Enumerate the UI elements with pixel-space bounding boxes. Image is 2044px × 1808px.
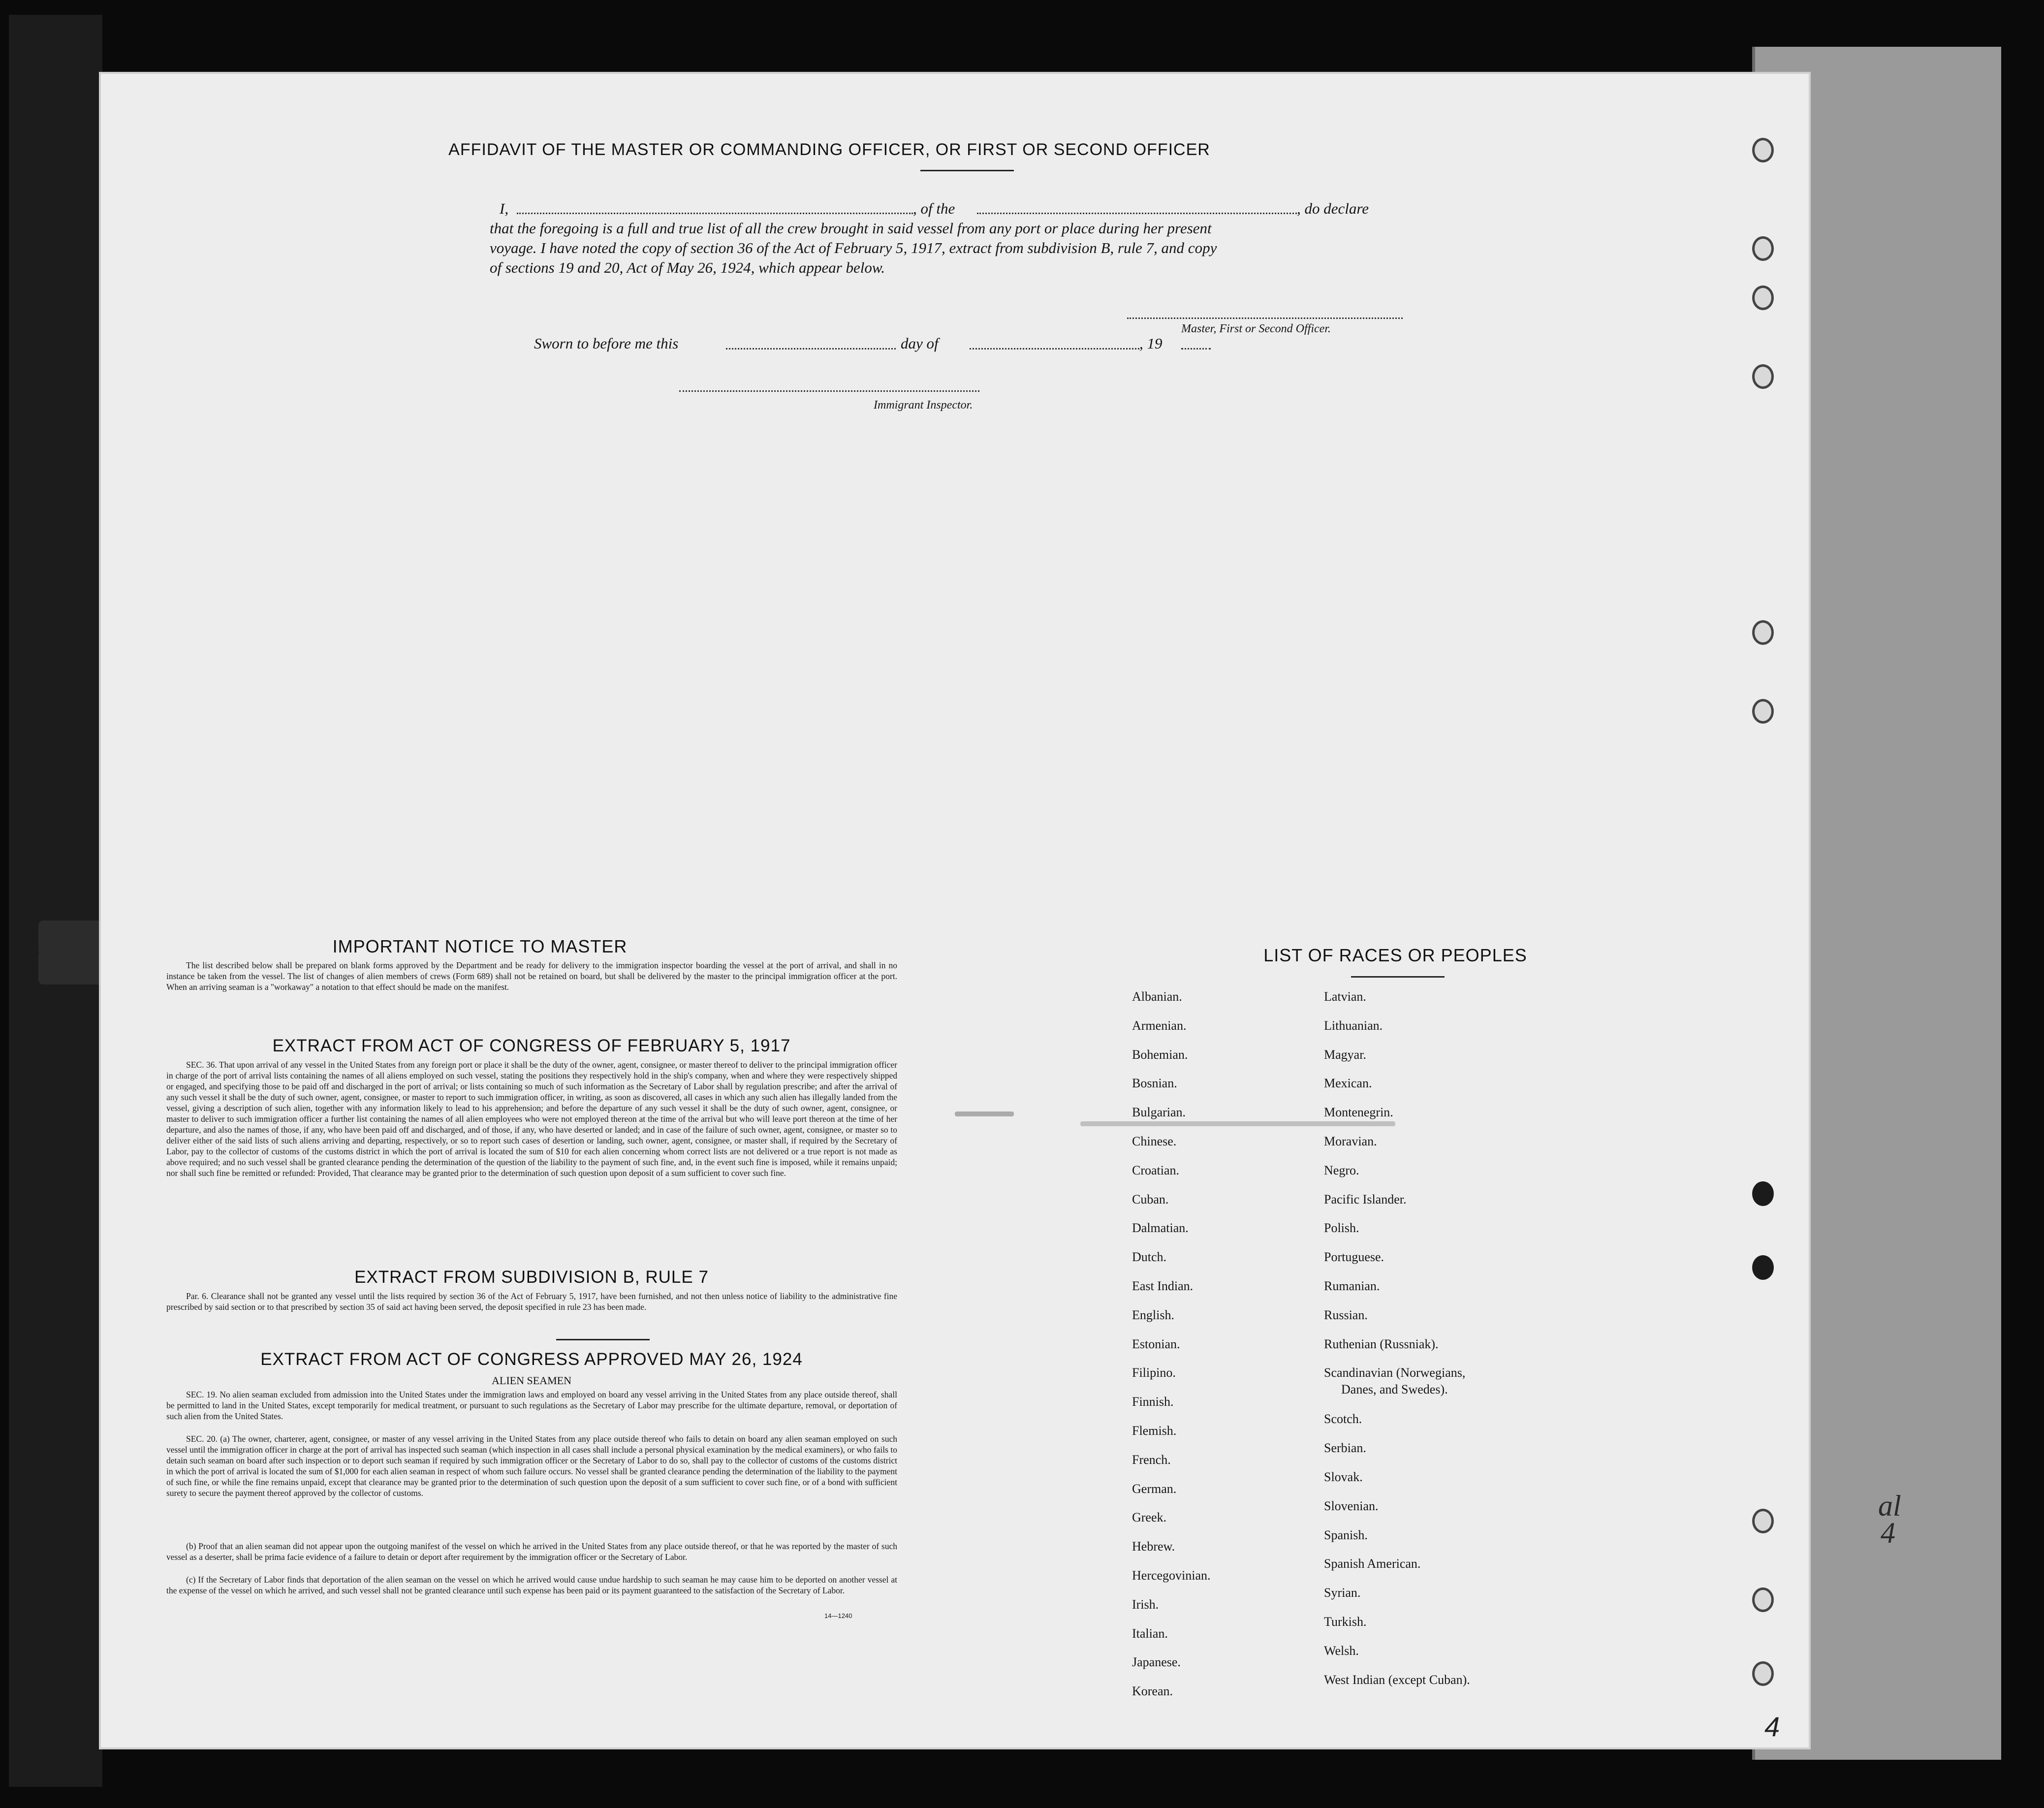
affidavit-line-4: of sections 19 and 20, Act of May 26, 1924, which appear below. — [490, 259, 885, 276]
sec-20b-text: (b) Proof that an alien seaman did not appear upon the outgoing manifest of the vessel on which he arrived in the United States from any place outside thereof, or that he was reported by the master of such vessel as a deserter, shall be prima facie evidence of a failure to detain or deport after requirement by the immigration officer or the Secretary of Labor. — [166, 1541, 897, 1562]
race-item: Russian. — [1324, 1307, 1368, 1322]
race-item: Latvian. — [1324, 989, 1366, 1004]
race-item: Polish. — [1324, 1221, 1359, 1236]
race-item: German. — [1132, 1481, 1177, 1496]
margin-handwriting: al — [1878, 1490, 1901, 1522]
affidavit-line-1 — [500, 200, 508, 218]
affidavit-declare: , do declare — [1297, 200, 1369, 217]
document-page — [101, 74, 1809, 1747]
race-item: Scandinavian (Norwegians, — [1324, 1365, 1466, 1380]
affidavit-line-3: voyage. I have noted the copy of section 36 of the Act of February 5, 1917, extract from subdivision B, rule 7, and copy — [490, 239, 1217, 256]
punch-hole — [1752, 285, 1774, 310]
race-item: Filipino. — [1132, 1365, 1176, 1380]
notice-text: The list described below shall be prepared on blank forms approved by the Department and be ready for delivery to the immigration inspector boarding the vessel at the port of arrival, and shall in no instance be taken from the vessel. The list of changes of alien members of crews (Form 689) shall not be retained on board, but shall be delivered by the master to the principal immigration officer at the port. When an arriving seaman is a "workaway" a notation to that effect should be made on the manifest. — [166, 960, 897, 992]
race-item: Slovak. — [1324, 1469, 1363, 1484]
race-item: Greek. — [1132, 1510, 1167, 1525]
race-item: Irish. — [1132, 1597, 1159, 1612]
race-item: Japanese. — [1132, 1655, 1181, 1670]
race-item: French. — [1132, 1452, 1171, 1467]
races-title-rule — [1351, 976, 1445, 978]
title-rule — [920, 170, 1014, 171]
race-item: Armenian. — [1132, 1018, 1187, 1033]
sworn-prefix: Sworn to before me this — [534, 335, 679, 352]
sec-19-text: SEC. 19. No alien seaman excluded from admission into the United States under the immigration laws and employed on board any vessel arriving in the United States from any place outside thereof, shall be permitted to land in the United States, except temporarily for medical treatment, or pursuant to such regulations as the Secretary of Labor may prescribe for the ultimate departure, removal, or deportation of such alien from the United States. — [166, 1390, 897, 1421]
signature-label: Master, First or Second Officer. — [1181, 322, 1331, 335]
race-item: Bohemian. — [1132, 1047, 1188, 1062]
race-item: Welsh. — [1324, 1643, 1359, 1658]
race-item: Montenegrin. — [1324, 1105, 1393, 1120]
extract-1917-title: EXTRACT FROM ACT OF CONGRESS OF FEBRUARY 5, 1917 — [272, 1036, 791, 1055]
punch-hole — [1752, 1181, 1774, 1206]
sworn-year: , 19 — [1139, 335, 1163, 352]
punch-hole — [1752, 1255, 1774, 1280]
race-item: Scotch. — [1324, 1412, 1362, 1427]
race-item: East Indian. — [1132, 1278, 1194, 1293]
extract-rule7-title: EXTRACT FROM SUBDIVISION B, RULE 7 — [354, 1268, 709, 1287]
race-item: Flemish. — [1132, 1423, 1177, 1438]
race-item: Spanish. — [1324, 1527, 1368, 1542]
binder-tab — [38, 950, 107, 984]
race-item: Negro. — [1324, 1163, 1359, 1177]
extract-1917-text: SEC. 36. That upon arrival of any vessel in the United States from any foreign port or place it shall be the duty of the owner, agent, consignee, or master thereof to deliver to the principal immigration officer in charge of the port of arrival lists containing the names of all aliens employed on such vessel, stating the positions they respectively hold in the ship's company, when and where they were respectively shipped or engaged, and specifying those to be paid off and discharged in the port of arrival; or lists containing so much of such information as the Secretary of Labor shall by regulation prescribe; and after the arrival of any such vessel it shall be the duty of such owner, agent, consignee, or master to report to such immigration officer, in writing, as soon as discovered, all cases in which any such alien has illegally landed from the vessel, giving a description of such alien, together with any information likely to lead to his apprehension; and before the departure of any such vessel it shall be the duty of such owner, agent, consignee, or master to deliver to such immigration officer a further list containing the names of all alien employees who were not employed thereon at the time of the arrival but who will leave port thereon at the time of her departure, and also the names of those, if any, who have been paid off and discharged, and of those, if any, who have deserted or landed; and in case of the failure of such owner, agent, consignee, or master so to deliver either of the said lists of such aliens arriving and departing, respectively, or so to report such cases of desertion or landing, such owner, agent, consignee, or master shall, if required by the Secretary of Labor, pay to the collector of customs of the customs district in which the port of arrival is located the sum of $10 for each alien concerning whom correct lists are not delivered or a true report is not made as above required; and no such vessel shall be granted clearance pending the determination of the question of the liability to the payment of such fine, and, in the event such fine is imposed, while it remains unpaid; nor shall such fine be remitted or refunded: Provided, That clearance may be granted prior to the determination of such question upon deposit of a sum sufficient to cover such fine. — [166, 1060, 897, 1178]
race-item: Portuguese. — [1324, 1250, 1384, 1265]
race-item: Dutch. — [1132, 1250, 1167, 1265]
race-item: Estonian. — [1132, 1336, 1180, 1351]
race-item: Albanian. — [1132, 989, 1182, 1004]
master-name-field[interactable] — [517, 213, 913, 214]
sworn-day-of: day of — [901, 335, 939, 352]
races-right-column — [1324, 989, 1470, 1701]
race-item: Spanish American. — [1324, 1556, 1421, 1571]
race-item: Ruthenian (Russniak). — [1324, 1336, 1439, 1351]
race-item: Croatian. — [1132, 1163, 1180, 1177]
race-item: Cuban. — [1132, 1192, 1169, 1206]
section-rule — [556, 1339, 650, 1340]
sworn-month-field[interactable] — [970, 348, 1139, 349]
sworn-day-field[interactable] — [726, 348, 896, 349]
race-item: Rumanian. — [1324, 1278, 1380, 1293]
affidavit-title: AFFIDAVIT OF THE MASTER OR COMMANDING OFFICER, OR FIRST OR SECOND OFFICER — [448, 140, 1210, 159]
corner-handwriting: 4 — [1764, 1711, 1780, 1742]
alien-seamen-subtitle: ALIEN SEAMEN — [492, 1374, 571, 1387]
affidavit-i: I, — [500, 200, 509, 217]
race-item: Moravian. — [1324, 1134, 1377, 1148]
race-item: Turkish. — [1324, 1614, 1367, 1629]
notice-title: IMPORTANT NOTICE TO MASTER — [332, 936, 628, 956]
race-item: Korean. — [1132, 1684, 1173, 1699]
race-item: Magyar. — [1324, 1047, 1366, 1062]
punch-hole — [1752, 364, 1774, 389]
punch-hole — [1752, 699, 1774, 724]
punch-hole — [1752, 1661, 1774, 1686]
sec-20c-text: (c) If the Secretary of Labor finds that deportation of the alien seaman on the vessel on which he arrived would cause undue hardship to such seaman he may cause him to be deported on another vessel at the expense of the vessel on which he arrived, and such vessel shall not be granted clearance until such expense has been paid or its payment guaranteed to the satisfaction of the Secretary of Labor. — [166, 1575, 897, 1595]
sworn-year-field[interactable] — [1181, 348, 1211, 349]
race-item: Finnish. — [1132, 1395, 1174, 1409]
vessel-name-field[interactable] — [977, 213, 1297, 214]
race-item: Serbian. — [1324, 1441, 1366, 1456]
race-item: Slovenian. — [1324, 1498, 1379, 1513]
race-item: Syrian. — [1324, 1586, 1361, 1600]
sec-20a-text: SEC. 20. (a) The owner, charterer, agent, consignee, or master of any vessel arriving in the United States from any place outside thereof who fails to detain on board any alien seaman employed on such vessel until the immigration officer in charge at the port of arrival has inspected such seaman (which inspection in all cases shall include a personal physical examination by the medical examiners), or who fails to detain such seaman on board after such inspection or to deport such seaman if required by such immigration officer or the Secretary of Labor to do so, shall pay to the collector of customs of the customs district in which the port of arrival is located the sum of $1,000 for each alien seaman in respect of whom such failure occurs. No vessel shall be granted clearance pending the determination of the liability to the payment of such fine, or while the fine remains unpaid, except that clearance may be granted prior to the determination of such question upon the deposit of a sum sufficient to cover such fine, or of a bond with sufficient surety to secure the payment thereof approved by the collector of customs. — [166, 1434, 897, 1498]
race-item: Hercegovinian. — [1132, 1568, 1211, 1583]
race-item: English. — [1132, 1307, 1174, 1322]
race-item: Italian. — [1132, 1626, 1168, 1641]
punch-hole — [1752, 620, 1774, 645]
affidavit-line-2: that the foregoing is a full and true list of all the crew brought in said vessel from any port or place during her present — [490, 220, 1212, 237]
inspector-label: Immigrant Inspector. — [874, 399, 973, 412]
punch-hole — [1752, 1509, 1774, 1533]
punch-hole — [1752, 1587, 1774, 1612]
margin-handwriting: 4 — [1881, 1517, 1895, 1549]
race-item: Mexican. — [1324, 1076, 1372, 1091]
punch-hole — [1752, 236, 1774, 261]
race-item: Danes, and Swedes). — [1341, 1382, 1448, 1397]
race-item: Dalmatian. — [1132, 1221, 1189, 1236]
race-item: Chinese. — [1132, 1134, 1177, 1148]
inspector-signature-field[interactable] — [679, 390, 979, 392]
affidavit-of-the: , of the — [913, 200, 955, 217]
race-item: Pacific Islander. — [1324, 1192, 1407, 1206]
extract-rule7-text: Par. 6. Clearance shall not be granted any vessel until the lists required by section 36 of the Act of February 5, 1917, have been furnished, and not then unless notice of liability to the administrative fine prescribed by said section or to that prescribed by section 35 of said act having been served, the deposit specified in rule 23 has been made. — [166, 1291, 897, 1312]
race-item: Hebrew. — [1132, 1539, 1175, 1554]
races-left-column — [1132, 989, 1211, 1713]
races-title: LIST OF RACES OR PEOPLES — [1263, 945, 1527, 965]
bleed-through-mark — [955, 1111, 1014, 1116]
race-item: West Indian (except Cuban). — [1324, 1672, 1470, 1687]
extract-1924-title: EXTRACT FROM ACT OF CONGRESS APPROVED MAY 26, 1924 — [260, 1350, 803, 1369]
race-item: Lithuanian. — [1324, 1018, 1383, 1033]
race-item: Bulgarian. — [1132, 1105, 1186, 1120]
form-number: 14—1240 — [824, 1612, 852, 1619]
master-signature-field[interactable] — [1127, 317, 1403, 319]
binder-edge — [9, 15, 102, 1787]
punch-hole — [1752, 138, 1774, 162]
race-item: Bosnian. — [1132, 1076, 1177, 1091]
